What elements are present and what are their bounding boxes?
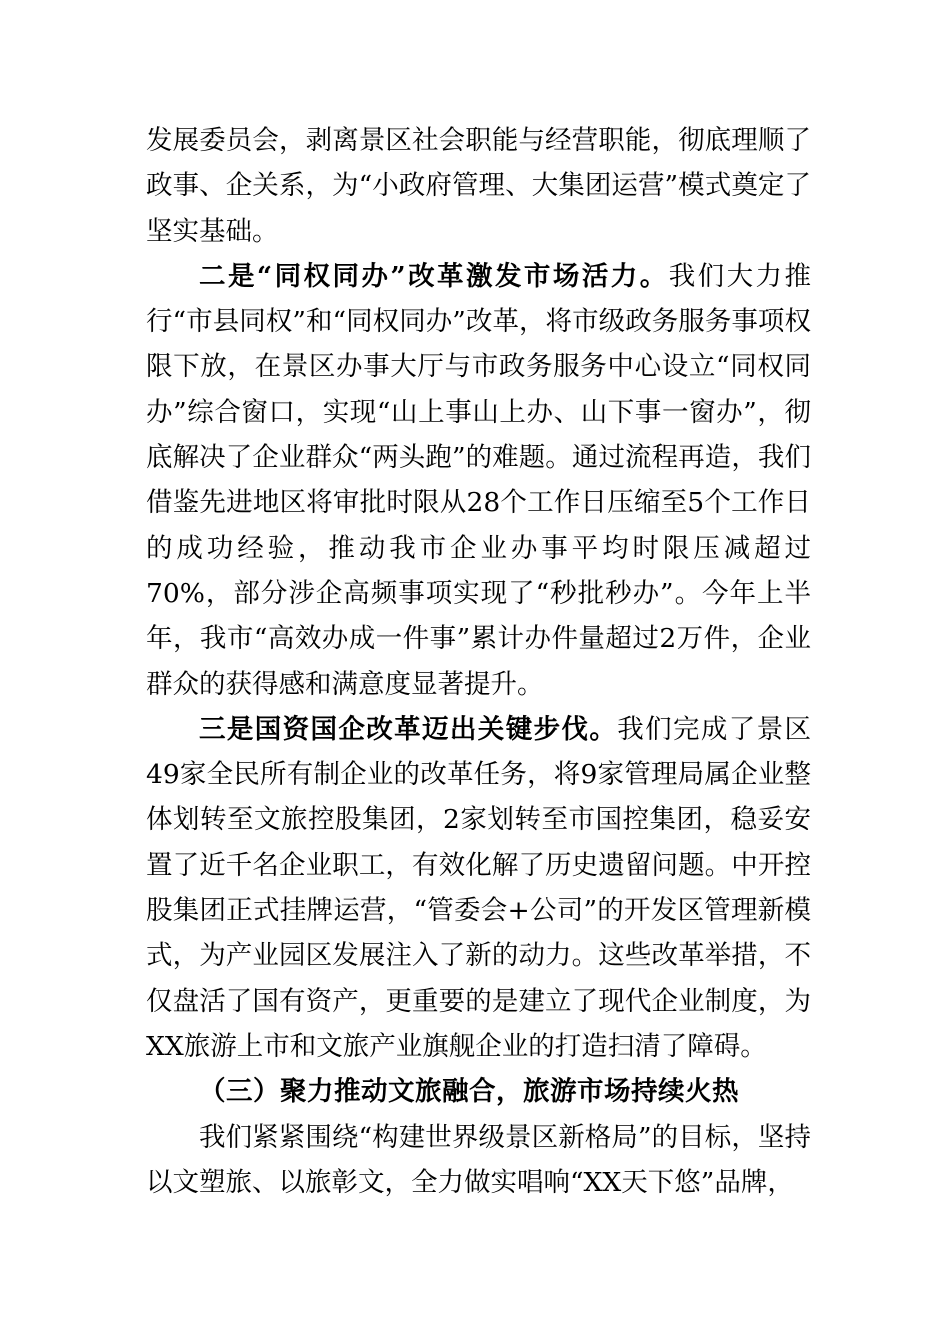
paragraph-lead: 二是“同权同办”改革激发市场活力。 (199, 260, 669, 292)
paragraph-text: 发展委员会，剥离景区社会职能与经营职能，彻底理顺了政事、企关系，为“小政府管理、大集团运营”模式奠定了坚实基础。 (146, 125, 811, 247)
paragraph-continuation (146, 118, 811, 254)
paragraph-text: 我们完成了景区49家全民所有制企业的改革任务，将9家管理局属企业整体划转至文旅控股集团，2家划转至市国控集团，稳妥安置了近千名企业职工，有效化解了历史遗留问题。中开控股集团正式挂牌运营，“管委会+公司”的开发区管理新模式，为产业园区发展注入了新的动力。这些改革举措，不仅盘活了国有资产，更重要的是建立了现代企业制度，为XX旅游上市和文旅产业旗舰企业的打造扫清了障碍。 (146, 713, 812, 1062)
paragraph-point-two (146, 254, 811, 707)
section-heading: （三）聚力推动文旅融合，旅游市场持续火热 (199, 1076, 739, 1108)
paragraph-text: 我们大力推行“市县同权”和“同权同办”改革，将市级政务服务事项权限下放，在景区办事大厅与市政务服务中心设立“同权同办”综合窗口，实现“山上事山上办、山下事一窗办”，彻底解决了企业群众“两头跑”的难题。通过流程再造，我们借鉴先进地区将审批时限从28个工作日压缩至5个工作日的成功经验，推动我市企业办事平均时限压减超过70%，部分涉企高频事项实现了“秒批秒办”。今年上半年，我市“高效办成一件事”累计办件量超过2万件，企业群众的获得感和满意度显著提升。 (146, 260, 811, 700)
paragraph-point-three (146, 707, 811, 1069)
paragraph-section-intro: 我们紧紧围绕“构建世界级景区新格局”的目标，坚持以文塑旅、以旅彰文，全力做实唱响“XX天下悠”品牌， (146, 1121, 811, 1198)
paragraph-lead: 三是国资国企改革迈出关键步伐。 (199, 713, 618, 745)
document-body (146, 118, 811, 1205)
